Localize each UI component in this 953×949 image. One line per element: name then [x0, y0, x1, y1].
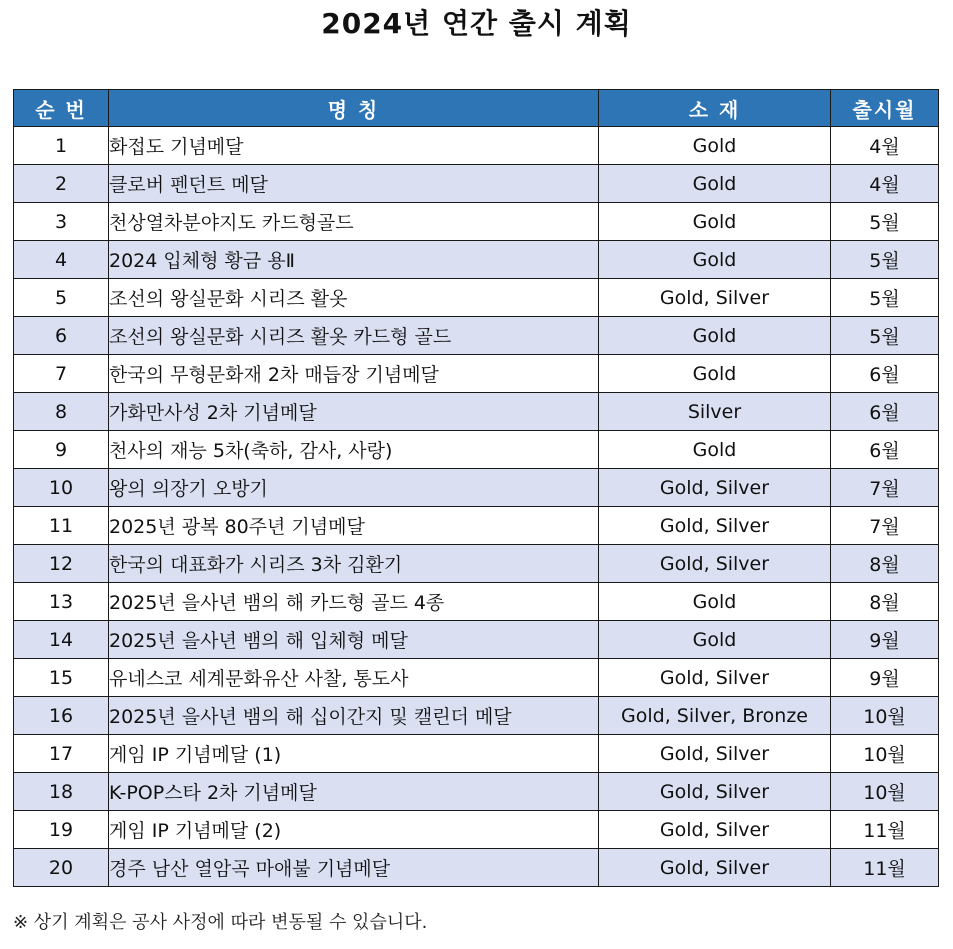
cell-no: 17 [14, 735, 109, 773]
cell-no: 15 [14, 659, 109, 697]
table-row [14, 659, 939, 697]
cell-material: Gold [599, 127, 831, 165]
cell-name: 천사의 재능 5차(축하, 감사, 사랑) [109, 431, 599, 469]
table-header-row [14, 90, 939, 127]
cell-no: 2 [14, 165, 109, 203]
cell-release-month: 6월 [831, 355, 939, 393]
cell-material: Gold, Silver [599, 507, 831, 545]
table-row [14, 545, 939, 583]
cell-no: 8 [14, 393, 109, 431]
cell-material: Gold, Silver, Bronze [599, 697, 831, 735]
header-name: 명 칭 [109, 90, 599, 127]
cell-material: Gold, Silver [599, 849, 831, 887]
page-title: 2024년 연간 출시 계획 [321, 7, 632, 40]
cell-name: 경주 남산 열암곡 마애불 기념메달 [109, 849, 599, 887]
cell-release-month: 6월 [831, 393, 939, 431]
cell-material: Gold [599, 431, 831, 469]
cell-material: Gold [599, 165, 831, 203]
table-row [14, 203, 939, 241]
cell-name: 조선의 왕실문화 시리즈 활옷 [109, 279, 599, 317]
cell-release-month: 9월 [831, 621, 939, 659]
cell-material: Gold, Silver [599, 773, 831, 811]
cell-name: 조선의 왕실문화 시리즈 활옷 카드형 골드 [109, 317, 599, 355]
cell-material: Gold [599, 203, 831, 241]
cell-name: 한국의 대표화가 시리즈 3차 김환기 [109, 545, 599, 583]
cell-name: 게임 IP 기념메달 (2) [109, 811, 599, 849]
table-row [14, 127, 939, 165]
cell-no: 11 [14, 507, 109, 545]
cell-release-month: 11월 [831, 811, 939, 849]
cell-name: 가화만사성 2차 기념메달 [109, 393, 599, 431]
cell-no: 18 [14, 773, 109, 811]
cell-release-month: 5월 [831, 241, 939, 279]
cell-no: 7 [14, 355, 109, 393]
table-row [14, 849, 939, 887]
cell-name: 2025년 광복 80주년 기념메달 [109, 507, 599, 545]
cell-no: 5 [14, 279, 109, 317]
cell-name: 클로버 펜던트 메달 [109, 165, 599, 203]
table-row [14, 697, 939, 735]
cell-name: 2025년 을사년 뱀의 해 카드형 골드 4종 [109, 583, 599, 621]
table-row [14, 735, 939, 773]
cell-release-month: 8월 [831, 583, 939, 621]
cell-release-month: 10월 [831, 697, 939, 735]
table-row [14, 621, 939, 659]
table-row [14, 583, 939, 621]
table-row [14, 317, 939, 355]
cell-release-month: 7월 [831, 469, 939, 507]
cell-no: 6 [14, 317, 109, 355]
table-row [14, 773, 939, 811]
table-row [14, 355, 939, 393]
cell-no: 13 [14, 583, 109, 621]
cell-release-month: 4월 [831, 165, 939, 203]
cell-no: 19 [14, 811, 109, 849]
cell-release-month: 7월 [831, 507, 939, 545]
cell-release-month: 10월 [831, 735, 939, 773]
cell-no: 3 [14, 203, 109, 241]
cell-material: Silver [599, 393, 831, 431]
table-row [14, 469, 939, 507]
table-row [14, 507, 939, 545]
cell-material: Gold [599, 583, 831, 621]
cell-name: 왕의 의장기 오방기 [109, 469, 599, 507]
cell-name: 천상열차분야지도 카드형골드 [109, 203, 599, 241]
cell-release-month: 5월 [831, 317, 939, 355]
footnote: ※ 상기 계획은 공사 사정에 따라 변동될 수 있습니다. [13, 912, 428, 933]
cell-no: 12 [14, 545, 109, 583]
cell-release-month: 6월 [831, 431, 939, 469]
header-release-month: 출시월 [831, 90, 939, 127]
cell-name: 2024 입체형 황금 용Ⅱ [109, 241, 599, 279]
cell-material: Gold, Silver [599, 469, 831, 507]
header-no: 순 번 [14, 90, 109, 127]
cell-no: 14 [14, 621, 109, 659]
cell-release-month: 5월 [831, 279, 939, 317]
table-row [14, 431, 939, 469]
cell-no: 20 [14, 849, 109, 887]
cell-material: Gold [599, 317, 831, 355]
cell-material: Gold, Silver [599, 811, 831, 849]
release-plan-table [13, 89, 939, 887]
cell-release-month: 10월 [831, 773, 939, 811]
cell-release-month: 11월 [831, 849, 939, 887]
cell-name: 화접도 기념메달 [109, 127, 599, 165]
cell-no: 10 [14, 469, 109, 507]
cell-name: 유네스코 세계문화유산 사찰, 통도사 [109, 659, 599, 697]
cell-material: Gold, Silver [599, 735, 831, 773]
cell-release-month: 4월 [831, 127, 939, 165]
cell-material: Gold, Silver [599, 545, 831, 583]
cell-name: K-POP스타 2차 기념메달 [109, 773, 599, 811]
cell-material: Gold, Silver [599, 659, 831, 697]
cell-release-month: 8월 [831, 545, 939, 583]
cell-no: 16 [14, 697, 109, 735]
cell-release-month: 9월 [831, 659, 939, 697]
cell-name: 2025년 을사년 뱀의 해 십이간지 및 캘린더 메달 [109, 697, 599, 735]
cell-no: 4 [14, 241, 109, 279]
cell-name: 한국의 무형문화재 2차 매듭장 기념메달 [109, 355, 599, 393]
cell-no: 1 [14, 127, 109, 165]
cell-material: Gold [599, 621, 831, 659]
table-row [14, 811, 939, 849]
cell-no: 9 [14, 431, 109, 469]
cell-material: Gold, Silver [599, 279, 831, 317]
table-row [14, 165, 939, 203]
cell-name: 2025년 을사년 뱀의 해 입체형 메달 [109, 621, 599, 659]
cell-material: Gold [599, 241, 831, 279]
table-row [14, 241, 939, 279]
cell-release-month: 5월 [831, 203, 939, 241]
cell-material: Gold [599, 355, 831, 393]
header-material: 소 재 [599, 90, 831, 127]
table-row [14, 393, 939, 431]
table-row [14, 279, 939, 317]
cell-name: 게임 IP 기념메달 (1) [109, 735, 599, 773]
